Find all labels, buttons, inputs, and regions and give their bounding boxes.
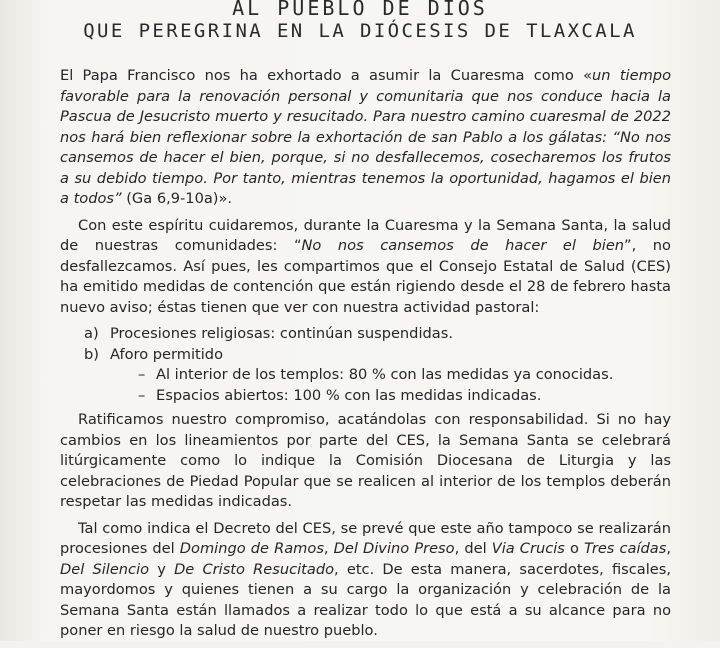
p4-sep-4: ,: [666, 540, 671, 557]
p4-procession-2: Del Divino Preso: [333, 540, 455, 557]
measures-list: [60, 324, 671, 406]
paragraph-2: [60, 216, 671, 319]
p2-quote: No nos cansemos de hacer el bien: [301, 237, 625, 254]
paragraph-3: Ratificamos nuestro compromiso, acatándolas con responsabilidad. Si no hay cambios en los lineamientos por parte del CES, la Semana Santa se celebrará litúrgicamente como lo indique la Comisión Diocesana de Liturgia y las celebraciones de Piedad Popular que se realicen al interior de los templos deberán respetar las medidas indicadas.: [60, 411, 671, 510]
list-marker-a: a): [84, 325, 99, 342]
p4-sep-1: ,: [323, 540, 334, 557]
p4-procession-6: De Cristo Resucitado: [174, 560, 335, 578]
p4-procession-1: Domingo de Ramos: [179, 540, 324, 557]
p2-text-c: ”, no desfallezcamos. Así pues, les compartimos que el Consejo Estatal de Salud (CES) ha emitido medidas de contención que están rigiendo desde el 28 de febrero hasta nuevo aviso; éstas tienen que ver con nuestra actividad pastoral:: [60, 237, 671, 316]
paragraph-4: [60, 519, 671, 642]
list-marker-b: b): [84, 345, 99, 363]
p2-text-a: Con este espíritu cuidaremos, durante la Cuaresma y la Semana Santa, la salud de nuestras comunidades: “: [60, 216, 671, 254]
list-item-a: [84, 324, 671, 345]
heading-line-2: QUE PEREGRINA EN LA DIÓCESIS DE TLAXCALA: [83, 20, 637, 42]
p4-sep-3: o: [564, 540, 585, 557]
p1-citation: (Ga 6,9-10a)».: [121, 190, 233, 207]
list-text-a: Procesiones religiosas: continúan suspendidas.: [110, 325, 453, 342]
list-text-b: Aforo permitido: [110, 345, 224, 363]
p1-text-a: El Papa Francisco nos ha exhortado a asumir la Cuaresma como «: [60, 67, 593, 84]
p4-text-end: , etc. De esta manera, sacerdotes, fiscales, mayordomos y quienes tienen a su cargo la organización y celebración de la Semana Santa están llamados a realizar todo lo que está a su alcance para no poner en riesgo la salud de nuestro pueblo.: [60, 560, 672, 639]
paragraph-1: [60, 66, 671, 210]
sublist-item-open-spaces: – Espacios abiertos: 100 % con las medidas indicadas.: [138, 386, 671, 407]
heading-line-1: AL PUEBLO DE DIOS: [232, 0, 488, 20]
p4-text-a: Tal como indica el Decreto del CES, se prevé que este año tampoco se realizarán procesiones del: [60, 519, 671, 557]
letter-body: [60, 66, 671, 648]
p4-sep-5: y: [149, 560, 175, 578]
p4-procession-3: Via Crucis: [491, 540, 565, 557]
p4-procession-4: Tres caídas: [584, 540, 667, 557]
p4-sep-2: , del: [454, 540, 492, 557]
sublist-item-temples: – Al interior de los templos: 80 % con las medidas ya conocidas.: [138, 365, 671, 386]
p1-quote: un tiempo favorable para la renovación personal y comunitaria que nos conduce hacia la Pascua de Jesucristo muerto y resucitado. Para nuestro camino cuaresmal de 2022 nos hará bien reflexionar sobre la exhortación de san Pablo a los gálatas: “No nos cansemos de hacer el bien, porque, si no desfallecemos, cosecharemos los frutos a su debido tiempo. Por tanto, mientras tenemos la oportunidad, hagamos el bien a todos”: [60, 67, 671, 207]
p4-procession-5: Del Silencio: [60, 560, 150, 578]
capacity-sublist: [110, 365, 671, 406]
list-item-b: [84, 345, 671, 407]
